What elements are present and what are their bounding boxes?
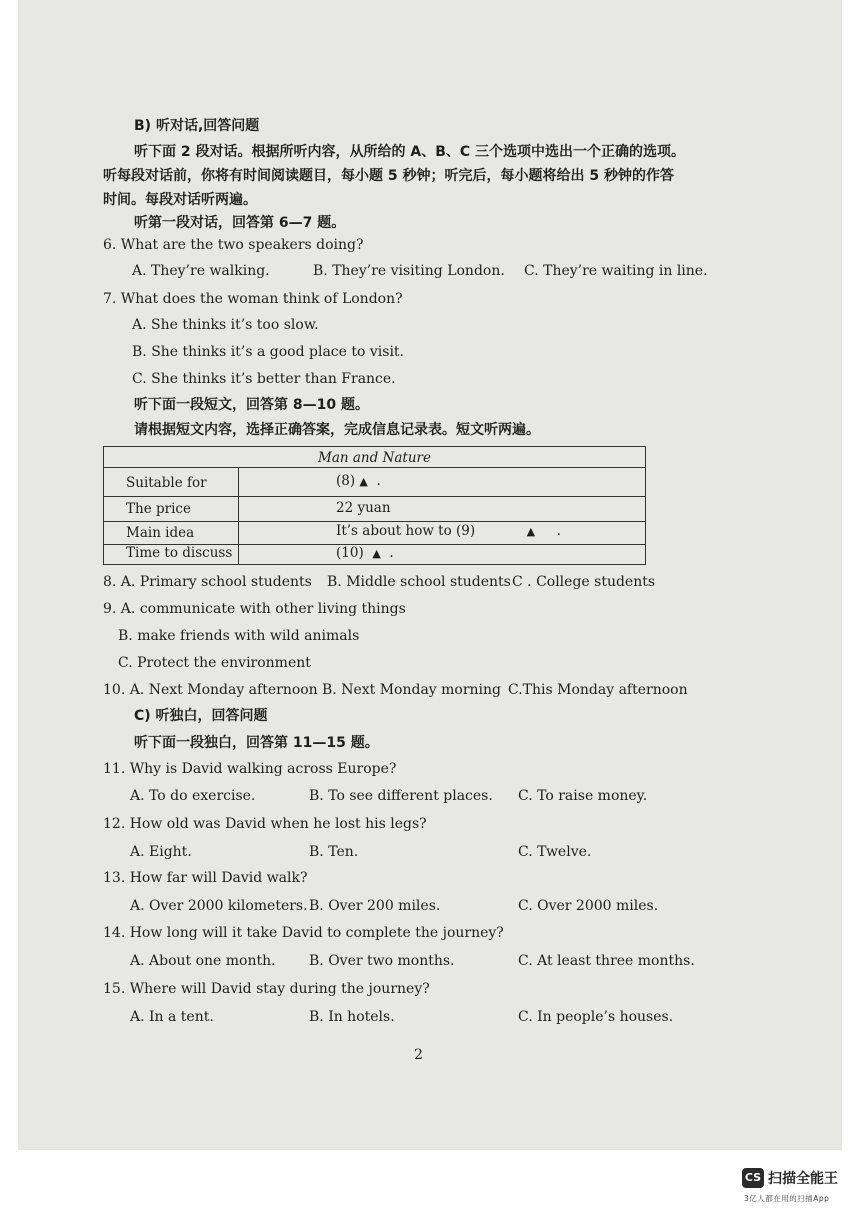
q8-option-b: B. Middle school students (327, 574, 511, 590)
table-row-value: It’s about how to (9) ▲ . (336, 523, 561, 539)
q8-option-c: C . College students (512, 574, 656, 590)
q11-option-a: A. To do exercise. (130, 788, 256, 804)
blank-9-marker: ▲ (526, 525, 536, 538)
blank-10-marker: ▲ (372, 547, 381, 560)
q13-stem: 13. How far will David walk? (103, 870, 308, 886)
table-title: Man and Nature (318, 450, 431, 466)
q12-option-a: A. Eight. (130, 844, 192, 860)
table-row-label: Main idea (126, 525, 195, 541)
q6-option-c: C. They’re waiting in line. (524, 263, 708, 279)
q10-option-a: 10. A. Next Monday afternoon (103, 682, 318, 698)
q11-option-b: B. To see different places. (309, 788, 493, 804)
q6-stem: 6. What are the two speakers doing? (103, 237, 364, 253)
q12-option-b: B. Ten. (309, 844, 359, 860)
q7-stem: 7. What does the woman think of London? (103, 291, 403, 307)
q13-option-c: C. Over 2000 miles. (518, 898, 659, 914)
q15-option-a: A. In a tent. (130, 1009, 214, 1025)
section-c-intro: 听下面一段独白，回答第 11—15 题。 (134, 735, 379, 751)
q7-option-c: C. She thinks it’s better than France. (132, 371, 396, 387)
blank-8-marker: ▲ (359, 475, 368, 488)
q6-option-b: B. They’re visiting London. (313, 263, 505, 279)
q7-option-b: B. She thinks it’s a good place to visit. (132, 344, 404, 360)
watermark-brand: 扫描全能王 (768, 1171, 838, 1187)
q15-option-c: C. In people’s houses. (518, 1009, 674, 1025)
q11-stem: 11. Why is David walking across Europe? (103, 761, 397, 777)
section-b-instructions-3: 时间。每段对话听两遍。 (103, 192, 257, 208)
q7-option-a: A. She thinks it’s too slow. (132, 317, 319, 333)
table-row-label: The price (126, 501, 191, 517)
q9-option-c: C. Protect the environment (118, 655, 311, 671)
q12-stem: 12. How old was David when he lost his legs? (103, 816, 427, 832)
dialog1-intro: 听第一段对话，回答第 6—7 题。 (134, 215, 346, 231)
q6-option-a: A. They’re walking. (132, 263, 270, 279)
q14-option-b: B. Over two months. (309, 953, 455, 969)
passage-instructions: 请根据短文内容，选择正确答案，完成信息记录表。短文听两遍。 (134, 422, 540, 438)
watermark-tagline: 3亿人都在用的扫描App (744, 1194, 830, 1203)
table-row-value: 22 yuan (336, 500, 391, 516)
q8-option-a: 8. A. Primary school students (103, 574, 312, 590)
section-b-title: B) 听对话,回答问题 (134, 118, 260, 134)
q14-stem: 14. How long will it take David to complete the journey? (103, 925, 504, 941)
section-b-instructions-1: 听下面 2 段对话。根据所听内容，从所给的 A、B、C 三个选项中选出一个正确的选项。 (134, 144, 686, 160)
q14-option-c: C. At least three months. (518, 953, 695, 969)
section-c-title: C) 听独白，回答问题 (134, 708, 268, 724)
camscanner-logo-icon: CS (742, 1168, 764, 1188)
q9-option-b: B. make friends with wild animals (118, 628, 360, 644)
page-number: 2 (414, 1047, 423, 1063)
q13-option-b: B. Over 200 miles. (309, 898, 441, 914)
table-row-label: Suitable for (126, 475, 207, 491)
q10-option-b: B. Next Monday morning (322, 682, 502, 698)
passage-intro: 听下面一段短文，回答第 8—10 题。 (134, 397, 369, 413)
q15-option-b: B. In hotels. (309, 1009, 395, 1025)
q10-option-c: C.This Monday afternoon (508, 682, 688, 698)
q14-option-a: A. About one month. (130, 953, 276, 969)
q13-option-a: A. Over 2000 kilometers. (130, 898, 308, 914)
q9-option-a: 9. A. communicate with other living things (103, 601, 406, 617)
table-row-value: (8) ▲ . (336, 473, 381, 489)
q15-stem: 15. Where will David stay during the journey? (103, 981, 430, 997)
q11-option-c: C. To raise money. (518, 788, 648, 804)
q12-option-c: C. Twelve. (518, 844, 592, 860)
info-record-table (103, 446, 646, 565)
table-row-value: (10) ▲ . (336, 545, 394, 561)
table-row-label: Time to discuss (126, 545, 233, 561)
section-b-instructions-2: 听每段对话前，你将有时间阅读题目，每小题 5 秒钟；听完后，每小题将给出 5 秒钟的作答 (103, 168, 674, 184)
